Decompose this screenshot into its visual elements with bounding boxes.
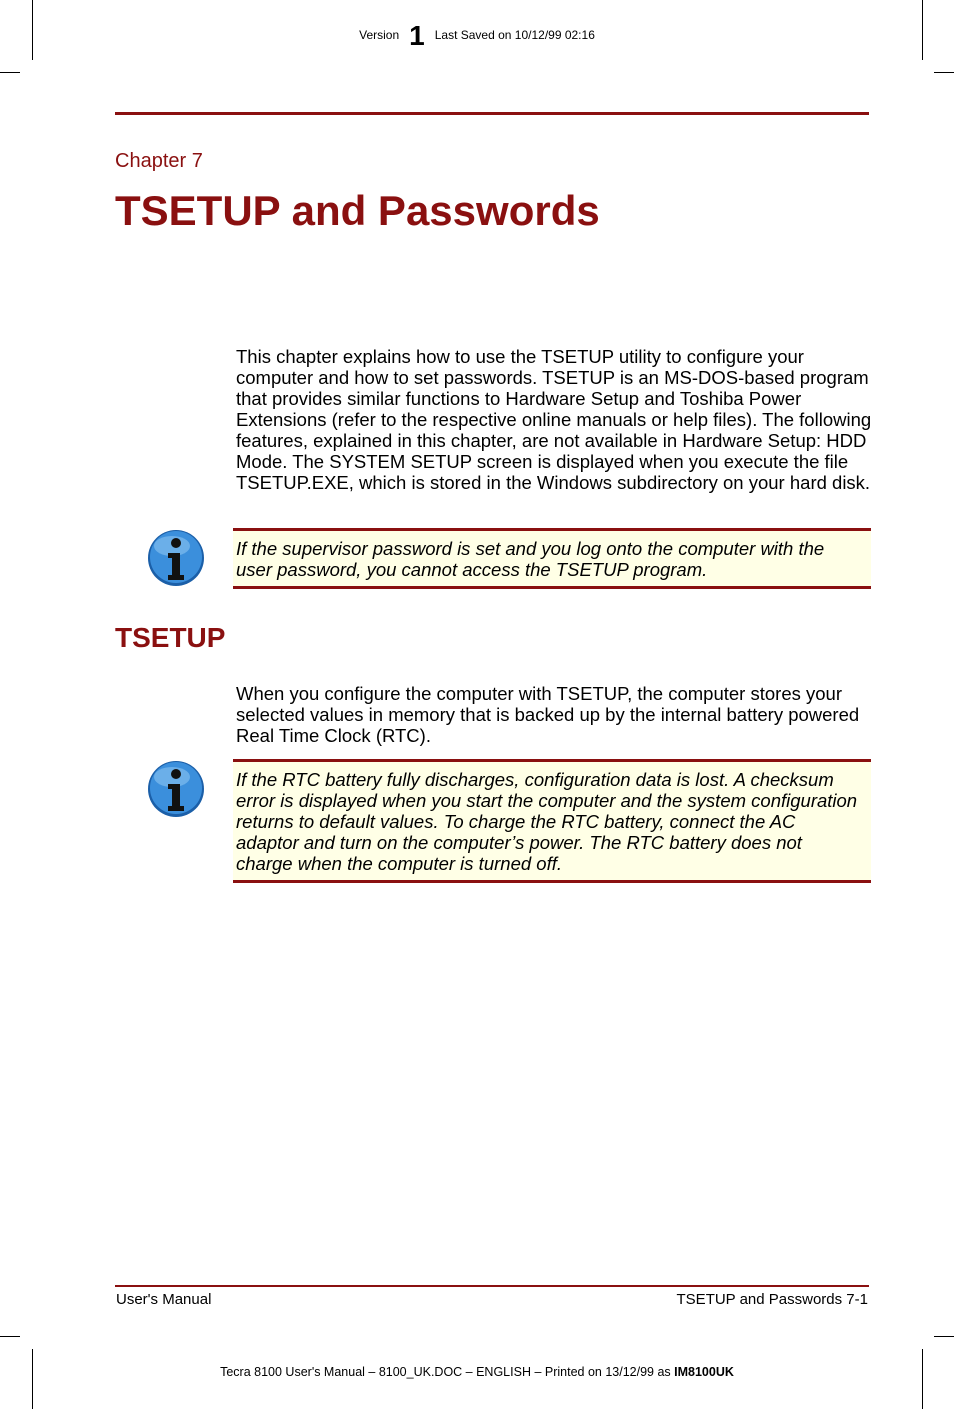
crop-mark [0,72,20,73]
note-text: If the RTC battery fully discharges, configuration data is lost. A checksum error is displayed when you start the computer and the system configuration returns to default values. To charge the RTC battery, connect the AC adaptor and turn on the computer’s power. The RTC battery does not charge when the computer is turned off. [236,769,858,874]
crop-mark [32,1349,33,1409]
last-saved: Last Saved on 10/12/99 02:16 [434,28,595,42]
version-header [0,20,954,52]
note-text: If the supervisor password is set and you log onto the computer with the user password, you cannot access the TSETUP program. [236,538,825,580]
chapter-title: TSETUP and Passwords [115,187,600,234]
intro-paragraph: This chapter explains how to use the TSETUP utility to configure your computer and how to set passwords. TSETUP is an MS-DOS-based program that provides similar functions to Hardware Setup and Toshiba Power Extensions (refer to the respective online manuals or help files). The following features, explained in this chapter, are not available in Hardware Setup: HDD Mode. The SYSTEM SETUP screen is displayed when you execute the file TSETUP.EXE, which is stored in the Windows subdirectory on your hard disk. [236,346,872,493]
footer-rule [115,1285,869,1287]
section-heading: TSETUP [115,622,226,653]
crop-mark [922,1349,923,1409]
version-label: Version [359,28,400,42]
note-box [233,528,871,589]
section-paragraph: When you configure the computer with TSETUP, the computer stores your selected values in memory that is backed up by the internal battery powered Real Time Clock (RTC). [236,683,860,746]
chapter-label: Chapter 7 [115,150,203,172]
footer-page-number: TSETUP and Passwords 7-1 [676,1291,868,1308]
crop-mark [934,1336,954,1337]
top-rule [115,112,869,115]
info-icon [146,759,206,819]
print-info-text: Tecra 8100 User's Manual – 8100_UK.DOC – ENGLISH – Printed on 13/12/99 as [220,1365,675,1379]
print-info [0,1365,954,1379]
version-number: 1 [409,20,425,51]
note-box [233,759,871,883]
crop-mark [934,72,954,73]
print-code: IM8100UK [674,1365,734,1379]
footer-manual-title: User's Manual [116,1291,212,1308]
info-icon [146,528,206,588]
crop-mark [0,1336,20,1337]
